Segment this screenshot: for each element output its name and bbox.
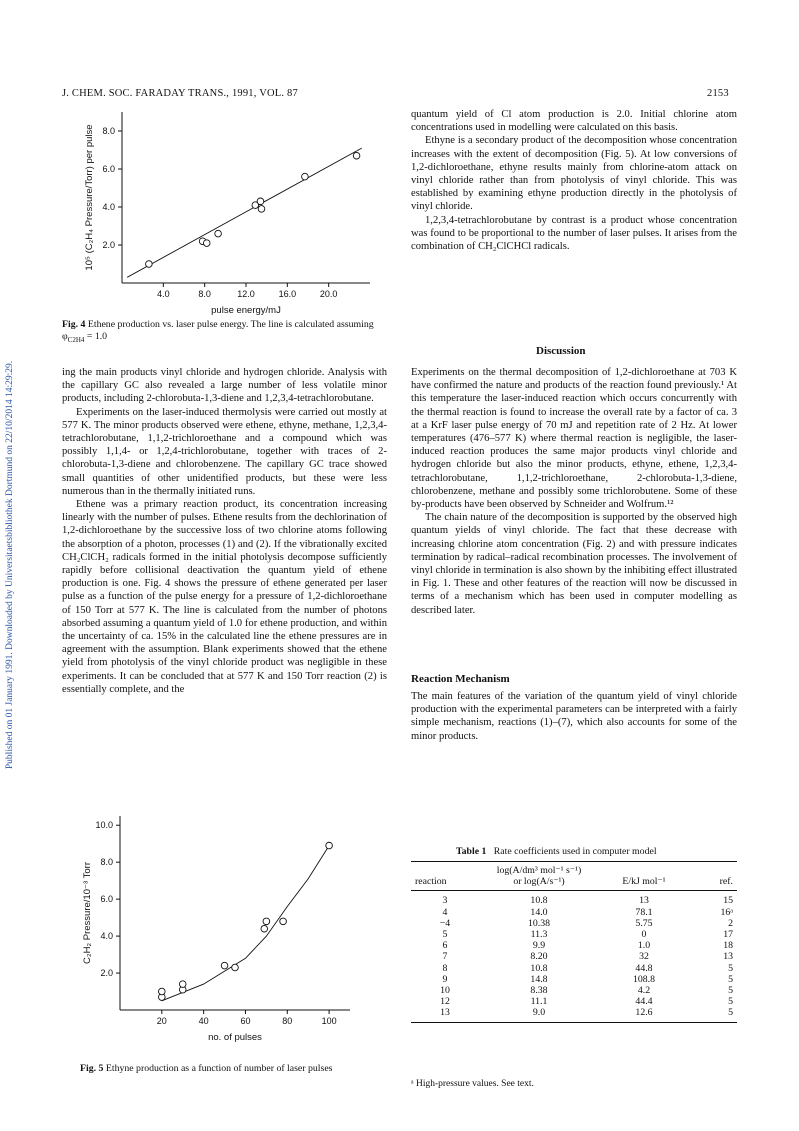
discussion-text xyxy=(411,366,737,617)
table-cell: 7 xyxy=(442,951,448,963)
table-cell: 44.4 xyxy=(635,996,653,1008)
table1-header-E: E/kJ mol⁻¹ xyxy=(622,876,666,888)
table-cell: 17 xyxy=(723,929,733,941)
table-cell: 1.0 xyxy=(637,940,651,952)
data-point xyxy=(353,152,360,159)
table-cell: 13 xyxy=(639,895,649,907)
table-row xyxy=(411,895,737,906)
download-notice: Published on 01 January 1991. Downloaded by Universitaetsbibliothek Dortmund on 22/10/2014 14:29:29. xyxy=(5,360,15,770)
table-cell: 16ᵃ xyxy=(720,906,733,918)
fit-line xyxy=(127,148,362,277)
table-cell: 5 xyxy=(728,985,733,997)
paragraph: Ethyne is a secondary product of the decomposition whose concentration increases with the extent of decomposition (Fig. 5). At low conversions of 1,2-dichloroethane, ethyne results mainly from chlorine-atom attack on vinyl chloride rather than from photolysis of vinyl chloride. This was established by examining ethyne production directly in the photolysis of vinyl chloride. xyxy=(411,135,737,213)
table-cell: 13 xyxy=(723,951,733,963)
table-cell: 11.1 xyxy=(530,996,548,1008)
data-point xyxy=(257,198,264,205)
data-point xyxy=(179,981,186,988)
y-tick-label: 8.0 xyxy=(100,857,113,868)
data-point xyxy=(302,173,309,180)
table-cell: 12.6 xyxy=(635,1007,653,1019)
data-point xyxy=(203,240,210,247)
table-cell: 0 xyxy=(641,929,647,941)
data-point xyxy=(215,230,222,237)
data-point xyxy=(263,918,270,925)
table-cell: 5 xyxy=(728,962,733,974)
table1-header-logA2: or log(A/s⁻¹) xyxy=(513,876,565,888)
paragraph: 1,2,3,4-tetrachlorobutane by contrast is a product whose concentration was found to be proportional to the number of laser pulses. It arises from the combination of CH₂ClCHCl radicals. xyxy=(411,214,737,253)
data-point xyxy=(280,918,287,925)
journal-header: J. CHEM. SOC. FARADAY TRANS., 1991, VOL. 87 xyxy=(62,88,298,99)
paragraph: ing the main products vinyl chloride and hydrogen chloride. Analysis with the capillary GC also revealed a large number of less volatile minor products, including 2-chlorobuta-1,3-diene and 1,2,3,4-tetrachlorobutane. xyxy=(62,367,387,405)
x-tick-label: 100 xyxy=(321,1016,337,1026)
table-cell: 108.8 xyxy=(632,973,656,985)
table-cell: 14.8 xyxy=(530,973,548,985)
table-cell: 13 xyxy=(440,1007,450,1019)
table-cell: 6 xyxy=(442,940,448,952)
paragraph: quantum yield of Cl atom production is 2.0. Initial chlorine atom concentrations used in modelling were calculated on this basis. xyxy=(411,109,737,134)
table-cell: 5 xyxy=(728,1007,733,1019)
table1-body xyxy=(411,895,737,1018)
download-sidebar xyxy=(0,0,20,1131)
paragraph: Experiments on the thermal decomposition of 1,2-dichloroethane at 703 K have confirmed the nature and products of the reaction found previously.¹ At this temperature the laser-induced reaction which occurs concurrently with the thermal reaction is found to increase the overall rate by a factor of ca. 3 at a KrF laser pulse energy of 70 mJ and repetition rate of 2 Hz. At lower temperatures (476–577 K) where thermal reaction is negligible, the laser-induced reaction produces the same major products vinyl chloride and hydrogen chloride but also the minor products, ethyne, ethene, 1,2,3,4-tetrachlorobutane, 1,1,2-trichloroethane, 2-chlorobuta-1,3-diene, chlorobenzene, methane and possibly some trichlorobutene. Some of these by-products have been observed by Schneider and Wolfrum.¹² xyxy=(411,367,737,511)
x-tick-label: 80 xyxy=(282,1016,293,1026)
table-cell: 5 xyxy=(442,929,448,941)
data-point xyxy=(232,964,239,971)
y-tick-label: 6.0 xyxy=(100,894,113,905)
table-cell: 12 xyxy=(440,996,450,1008)
table-row xyxy=(411,907,737,918)
fig4-caption-sub: C2H4 xyxy=(67,335,85,344)
fig4-caption-text: Ethene production vs. laser pulse energy. The line is calculated assuming φ xyxy=(62,319,374,342)
table-row xyxy=(411,996,737,1007)
y-axis-label: 10⁵ (C₂H₄ Pressure/Torr) per pulse xyxy=(84,124,95,271)
fig4-caption xyxy=(62,319,397,346)
table-cell: 3 xyxy=(442,895,448,907)
paragraph: Ethene was a primary reaction product, its concentration increasing linearly with the number of pulses. Ethene results from the dechlorination of 1,2-dichloroethane by the successive loss of two chlorine atoms following the absorption of a photon, processes (1) and (2). If the vibrationally excited CH₂ClCH₂ radicals formed in the initial photolysis decompose sufficiently rapidly before collisional deactivation the quantum yield of ethene production is one. Fig. 4 shows the pressure of ethene generated per laser pulse as a function of the pulse energy for a pressure of 1,2-dichloroethane of 150 Torr at 577 K. The line is calculated from the number of photons absorbed assuming a quantum yield of 1.0 for ethene production, and within the uncertainty of ca. 15% in the calculated line the ethene pressures are in agreement with the assumption. Blank experiments showed that the ethene yield from photolysis of the vinyl chloride product was negligible in these experiments. It can be concluded that at 577 K and 150 Torr reaction (2) is essentially complete, and the xyxy=(62,499,387,695)
right-column-top xyxy=(411,108,737,253)
table-cell: 10.8 xyxy=(530,962,548,974)
table-cell: 5 xyxy=(728,973,733,985)
table-cell: −4 xyxy=(439,917,451,929)
fig5-caption xyxy=(80,1063,400,1075)
table-row xyxy=(411,951,737,962)
table-cell: 78.1 xyxy=(635,906,653,918)
data-point xyxy=(221,962,228,969)
data-point xyxy=(326,842,333,849)
x-tick-label: 16.0 xyxy=(278,289,297,299)
x-axis-label: no. of pulses xyxy=(208,1032,262,1043)
table-cell: 32 xyxy=(639,951,649,963)
fit-curve xyxy=(162,846,329,1001)
table-cell: 10.8 xyxy=(530,895,548,907)
data-point xyxy=(258,206,265,213)
table-cell: 14.0 xyxy=(530,906,548,918)
y-tick-label: 2.0 xyxy=(102,240,115,250)
data-point xyxy=(261,925,268,932)
table-cell: 5.75 xyxy=(635,917,653,929)
table1 xyxy=(411,861,737,1023)
y-tick-label: 10.0 xyxy=(95,820,113,831)
table-row xyxy=(411,985,737,996)
table-cell: 18 xyxy=(723,940,733,952)
fig4-chart xyxy=(80,108,380,330)
discussion-heading: Discussion xyxy=(536,345,586,357)
table1-title: Rate coefficients used in computer model xyxy=(493,846,657,857)
table-cell: 10 xyxy=(440,985,450,997)
data-point xyxy=(146,261,153,268)
x-tick-label: 20.0 xyxy=(319,289,338,299)
x-tick-label: 8.0 xyxy=(198,289,211,299)
table1-caption xyxy=(456,846,657,858)
table-row xyxy=(411,974,737,985)
y-axis-label: C₂H₂ Pressure/10⁻³ Torr xyxy=(82,862,93,964)
table-cell: 4.2 xyxy=(637,985,651,997)
table1-grid xyxy=(411,865,737,887)
y-tick-label: 4.0 xyxy=(100,931,113,942)
x-tick-label: 12.0 xyxy=(237,289,255,299)
table-cell: 5 xyxy=(728,996,733,1008)
fig4-caption-label: Fig. 4 xyxy=(62,319,86,330)
table-row xyxy=(411,929,737,940)
table-cell: 9.9 xyxy=(532,940,546,952)
fig5-chart xyxy=(80,812,380,1060)
table-row xyxy=(411,940,737,951)
table-cell: 44.8 xyxy=(635,962,653,974)
table-cell: 8 xyxy=(442,962,448,974)
paragraph: The chain nature of the decomposition is supported by the observed high quantum yields of vinyl chloride. The fact that these decrease with increasing chlorine atom concentration (Fig. 2) and with pressure indicates termination by radical–radical recombination processes. The involvement of vinyl chloride in termination is also shown by the inhibiting effect illustrated in Fig. 1. These and other features of the reaction will now be discussed in terms of a mechanism which has been used in computer modelling as described later. xyxy=(411,512,737,616)
data-point xyxy=(159,988,166,995)
page-number: 2153 xyxy=(707,88,729,99)
table1-label: Table 1 xyxy=(456,846,487,857)
x-tick-label: 40 xyxy=(198,1016,209,1026)
table-cell: 9 xyxy=(442,973,448,985)
table-cell: 10.38 xyxy=(527,917,551,929)
y-tick-label: 2.0 xyxy=(100,968,113,979)
x-tick-label: 4.0 xyxy=(157,289,170,299)
table-cell: 4 xyxy=(442,906,448,918)
left-column xyxy=(62,366,387,696)
table1-footnote: ᵃ High-pressure values. See text. xyxy=(411,1079,534,1089)
table-cell: 2 xyxy=(728,917,733,929)
x-tick-label: 60 xyxy=(240,1016,251,1026)
table-row xyxy=(411,918,737,929)
paragraph: The main features of the variation of the quantum yield of vinyl chloride production with the experimental parameters can be interpreted with a fairly simple mechanism, reactions (1)–(7), which also accounts for some of the minor products. xyxy=(411,691,737,742)
table1-header-reaction: reaction xyxy=(415,876,447,888)
table1-header-ref: ref. xyxy=(719,876,733,888)
y-tick-label: 8.0 xyxy=(102,126,115,136)
mechanism-text xyxy=(411,690,737,743)
fig5-caption-text: Ethyne production as a function of number of laser pulses xyxy=(105,1063,333,1074)
table-cell: 11.3 xyxy=(530,929,548,941)
table1-header-logA: log(A/dm³ mol⁻¹ s⁻¹) xyxy=(496,865,582,876)
x-axis-label: pulse energy/mJ xyxy=(211,305,281,316)
table-row xyxy=(411,1007,737,1018)
fig5-caption-label: Fig. 5 xyxy=(80,1063,104,1074)
paragraph: Experiments on the laser-induced thermolysis were carried out mostly at 577 K. The minor products observed were ethene, ethyne, methane, 1,2,3,4-tetrachlorobutane, 1,1,2-trichloroethane and a compound which was possibly 1,1,4- or 1,2,4-trichlorobutane, together with traces of 2-chlorobuta-1,3-diene and chlorobenzene. The capillary GC trace showed small quantities of other unidentified products, but these were less numerous than in the thermally initiated runs. xyxy=(62,406,387,497)
mechanism-heading: Reaction Mechanism xyxy=(411,673,510,685)
table-row xyxy=(411,963,737,974)
y-tick-label: 4.0 xyxy=(102,202,115,212)
table-cell: 15 xyxy=(723,895,733,907)
x-tick-label: 20 xyxy=(156,1016,167,1026)
table-cell: 9.0 xyxy=(532,1007,546,1019)
fig4-caption-end: = 1.0 xyxy=(84,331,108,342)
table-cell: 8.20 xyxy=(530,951,548,963)
y-tick-label: 6.0 xyxy=(102,164,115,174)
table-cell: 8.38 xyxy=(530,985,548,997)
